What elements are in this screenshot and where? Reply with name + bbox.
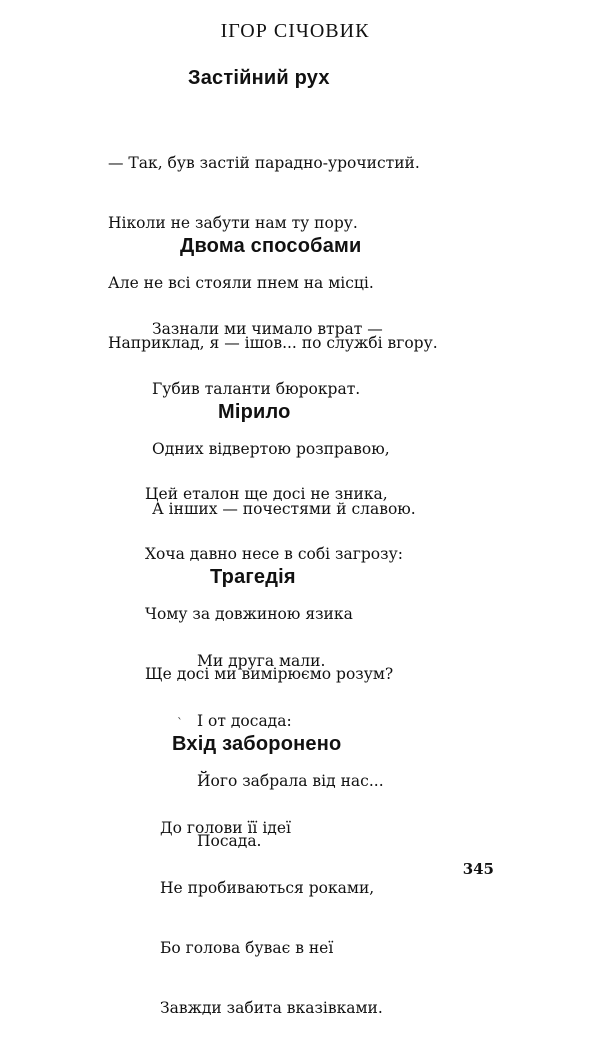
poem-title-vkhid-zaboroneno: Вхід заборонено <box>172 733 342 755</box>
poem-line: Не пробиваються роками, <box>160 879 375 897</box>
poem-line: Але не всі стояли пнем на місці. <box>108 274 374 292</box>
poem-line: А інших — почестями й славою. <box>152 500 416 518</box>
poem-line: Наприклад, я — ішов... по службі вгору. <box>108 334 438 352</box>
poem-line: До голови її ідеї <box>160 819 291 837</box>
poem-line: Бо голова буває в неї <box>160 939 334 957</box>
poem-body-vkhid-zaboroneno <box>160 778 383 1058</box>
poem-line: Завжди забита вказівками. <box>160 999 383 1017</box>
poem-line: Чому за довжиною язика <box>145 605 353 623</box>
author-name: ІГОР СІЧОВИК <box>220 20 370 42</box>
poem-title-mirylo: Мірило <box>218 401 291 423</box>
poem-line: Ще досі ми вимірюємо розум? <box>145 665 394 683</box>
poem-title-dvoma-sposobamy: Двома способами <box>180 235 362 257</box>
poem-line: Ніколи не забути нам ту пору. <box>108 214 358 232</box>
poem-line: Зазнали ми чимало втрат — <box>152 320 383 338</box>
poem-line: І от досада: <box>197 712 292 730</box>
poem-title-zastiinyi-rukh: Застійний рух <box>188 67 330 89</box>
poem-line: Цей еталон ще досі не зника, <box>145 485 388 503</box>
poem-title-tragediia: Трагедія <box>210 566 296 588</box>
poem-line: Його забрала від нас... <box>197 772 384 790</box>
page-number: 345 <box>462 860 494 878</box>
poem-line: Одних відвертою розправою, <box>152 440 390 458</box>
print-speck: ` <box>177 716 183 730</box>
poem-line: Хоча давно несе в собі загрозу: <box>145 545 403 563</box>
poem-line: Посада. <box>197 832 262 850</box>
poem-line: — Так, був застій парадно-урочистий. <box>108 154 420 172</box>
poem-line: Губив таланти бюрократ. <box>152 380 361 398</box>
poem-line: Ми друга мали. <box>197 652 326 670</box>
